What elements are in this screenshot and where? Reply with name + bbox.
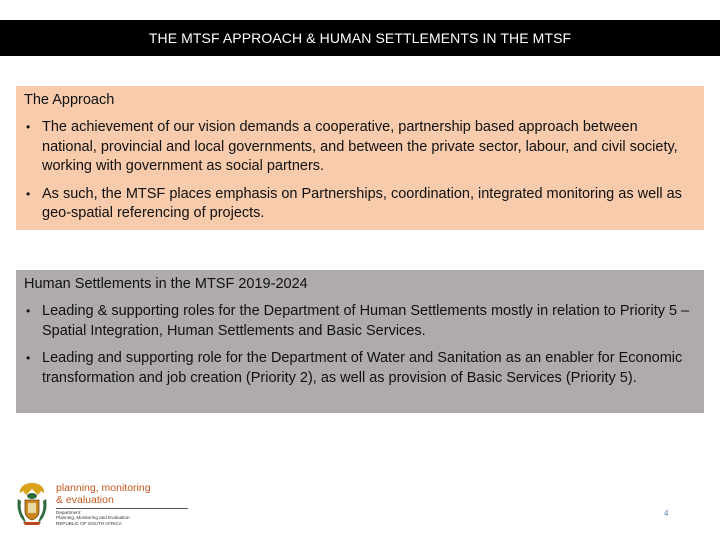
bullet-icon: • [26,186,31,201]
approach-section [16,86,704,230]
page-number: 4 [664,509,669,518]
logo-department-name: Planning, Monitoring and Evaluation [56,515,130,521]
logo-title-line1: planning, monitoring [56,481,151,494]
slide-title: THE MTSF APPROACH & HUMAN SETTLEMENTS IN THE MTSF [148,30,572,46]
list-item [24,185,696,224]
coat-of-arms-icon [14,481,50,527]
human-settlements-bullet-list [24,302,696,388]
list-item [24,349,696,388]
list-item-text: As such, the MTSF places emphasis on Partnerships, coordination, integrated monitoring as well as geo-spatial referencing of projects. [42,185,682,222]
list-item [24,118,696,177]
bullet-icon: • [26,304,31,318]
list-item-text: Leading & supporting roles for the Department of Human Settlements mostly in relation to Priority 5 – Spatial Integration, Human Settlements and Basic Services. [42,303,690,339]
slide-title-bar [0,20,720,56]
approach-bullet-list [24,118,696,224]
list-item [24,302,696,341]
bullet-icon: • [26,351,31,366]
logo-divider [56,508,188,509]
list-item-text: The achievement of our vision demands a cooperative, partnership based approach between national, provincial and local governments, and between the private sector, labour, and civil society, working with government as social partners. [42,119,678,175]
bullet-icon: • [26,120,31,134]
human-settlements-heading: Human Settlements in the MTSF 2019-2024 [24,276,308,292]
human-settlements-section [16,270,704,413]
logo-country: REPUBLIC OF SOUTH AFRICA [56,520,122,526]
logo-department-label: Department: [56,509,82,515]
list-item-text: Leading and supporting role for the Department of Water and Sanitation as an enabler for Economic transformation and job creation (Priority 2), as well as provision of Basic Services (Priority 5). [42,350,683,386]
approach-heading: The Approach [24,92,115,108]
dpme-logo [14,480,188,528]
logo-title-line2: & evaluation [56,493,114,506]
